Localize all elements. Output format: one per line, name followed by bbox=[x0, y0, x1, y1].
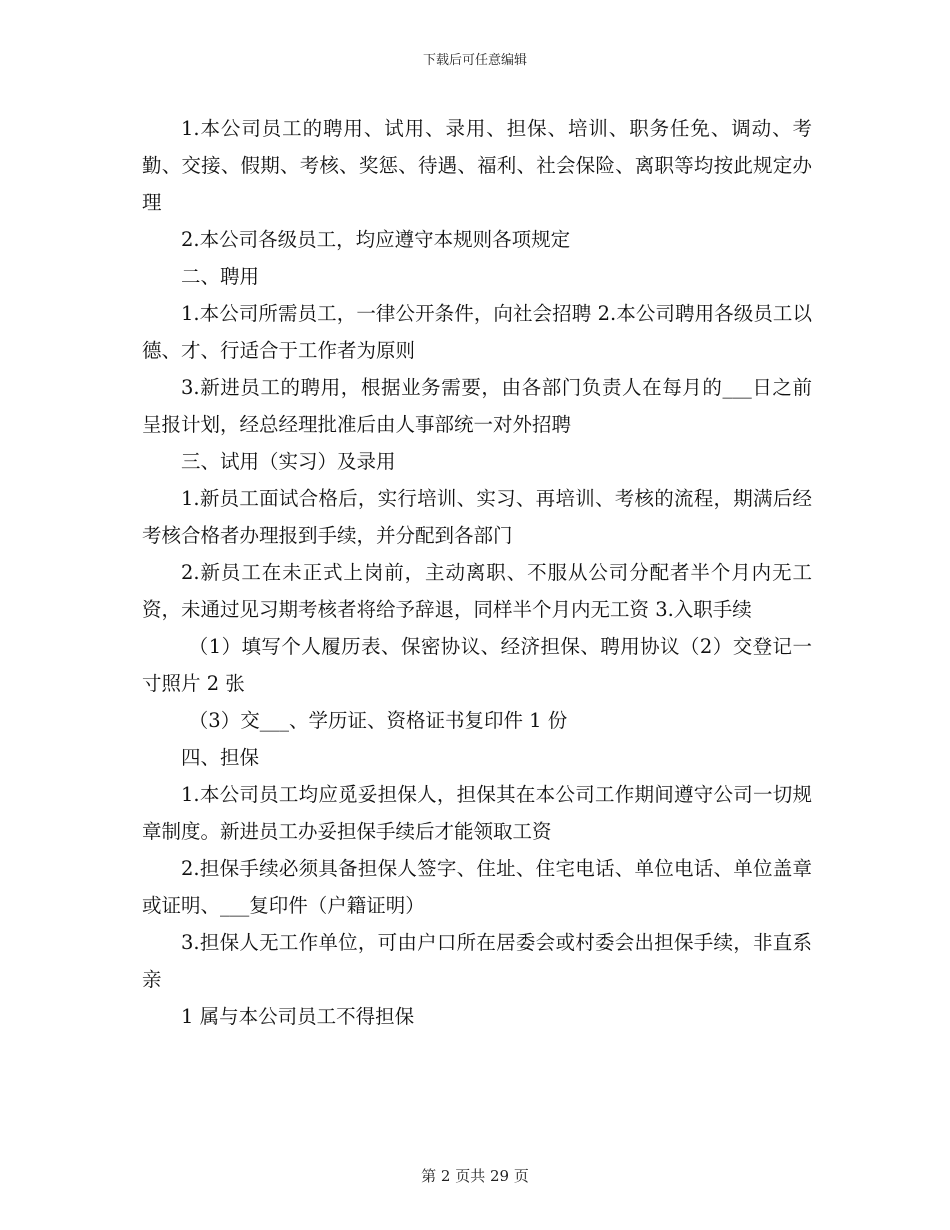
paragraph-10: 2.担保手续必须具备担保人签字、住址、住宅电话、单位电话、单位盖章或证明、___复印件（户籍证明） bbox=[142, 857, 812, 917]
paragraph-1: 1.本公司员工的聘用、试用、录用、担保、培训、职务任免、调动、考勤、交接、假期、考核、奖惩、待遇、福利、社会保险、离职等均按此规定办理 bbox=[142, 117, 812, 214]
section-heading-guarantee: 四、担保 bbox=[181, 746, 260, 769]
section-heading-hiring: 二、聘用 bbox=[181, 265, 260, 288]
page-number: 第 2 页共 29 页 bbox=[421, 1167, 529, 1185]
paragraph-11: 3.担保人无工作单位，可由户口所在居委会或村委会出担保手续，非直系亲 bbox=[142, 931, 812, 991]
page-header: 下载后可任意编辑 bbox=[422, 53, 527, 68]
paragraph-6: 2.新员工在未正式上岗前，主动离职、不服从公司分配者半个月内无工资，未通过见习期考核者将给予辞退，同样半个月内无工资 3.入职手续 bbox=[142, 561, 812, 621]
paragraph-2: 2.本公司各级员工，均应遵守本规则各项规定 bbox=[181, 228, 571, 251]
paragraph-7: （1）填写个人履历表、保密协议、经济担保、聘用协议（2）交登记一寸照片 2 张 bbox=[142, 635, 812, 695]
document-body bbox=[142, 110, 812, 1035]
paragraph-9: 1.本公司员工均应觅妥担保人，担保其在本公司工作期间遵守公司一切规章制度。新进员工办妥担保手续后才能领取工资 bbox=[142, 783, 812, 843]
paragraph-8: （3）交___、学历证、资格证书复印件 1 份 bbox=[188, 709, 568, 732]
paragraph-3: 1.本公司所需员工，一律公开条件，向社会招聘 2.本公司聘用各级员工以德、才、行适合于工作者为原则 bbox=[142, 302, 812, 362]
paragraph-12: 1 属与本公司员工不得担保 bbox=[181, 1005, 415, 1028]
paragraph-5: 1.新员工面试合格后，实行培训、实习、再培训、考核的流程，期满后经考核合格者办理报到手续，并分配到各部门 bbox=[142, 487, 812, 547]
section-heading-probation: 三、试用（实习）及录用 bbox=[181, 450, 396, 473]
paragraph-4: 3.新进员工的聘用，根据业务需要，由各部门负责人在每月的___日之前呈报计划，经总经理批准后由人事部统一对外招聘 bbox=[142, 376, 812, 436]
